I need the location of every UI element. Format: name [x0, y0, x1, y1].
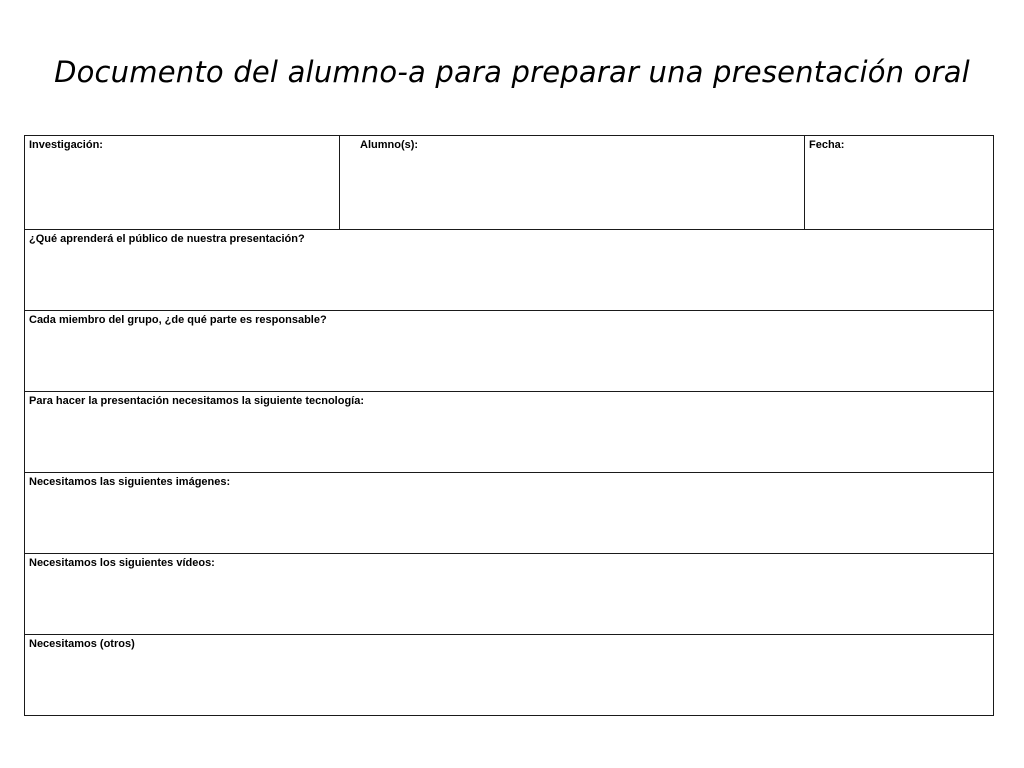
technology-answer-cell[interactable]: [25, 392, 994, 473]
presentation-form-table: [24, 135, 994, 716]
videos-answer-cell[interactable]: [25, 554, 994, 635]
question-row-images: [25, 473, 994, 554]
question-row-videos: [25, 554, 994, 635]
question-row-technology: [25, 392, 994, 473]
question-row-other: [25, 635, 994, 716]
question-label-images: Necesitamos las siguientes imágenes:: [29, 476, 231, 488]
students-cell[interactable]: [340, 136, 805, 230]
other-answer-cell[interactable]: [25, 635, 994, 716]
responsibility-answer-cell[interactable]: [25, 311, 994, 392]
date-cell[interactable]: [805, 136, 994, 230]
question-label-videos: Necesitamos los siguientes vídeos:: [29, 557, 215, 569]
question-label-responsibility: Cada miembro del grupo, ¿de qué parte es responsable?: [29, 314, 327, 326]
question-row-audience: [25, 230, 994, 311]
page-title: Documento del alumno-a para preparar una presentación oral: [54, 55, 970, 89]
question-label-technology: Para hacer la presentación necesitamos la siguiente tecnología:: [29, 395, 365, 407]
images-answer-cell[interactable]: [25, 473, 994, 554]
students-label: Alumno(s):: [360, 139, 419, 151]
research-label: Investigación:: [29, 139, 103, 151]
research-cell[interactable]: [25, 136, 340, 230]
question-row-responsibility: [25, 311, 994, 392]
header-row: [25, 136, 994, 230]
date-label: Fecha:: [809, 139, 845, 151]
question-label-other: Necesitamos (otros): [29, 638, 135, 650]
audience-answer-cell[interactable]: [25, 230, 994, 311]
question-label-audience: ¿Qué aprenderá el público de nuestra presentación?: [29, 233, 305, 245]
